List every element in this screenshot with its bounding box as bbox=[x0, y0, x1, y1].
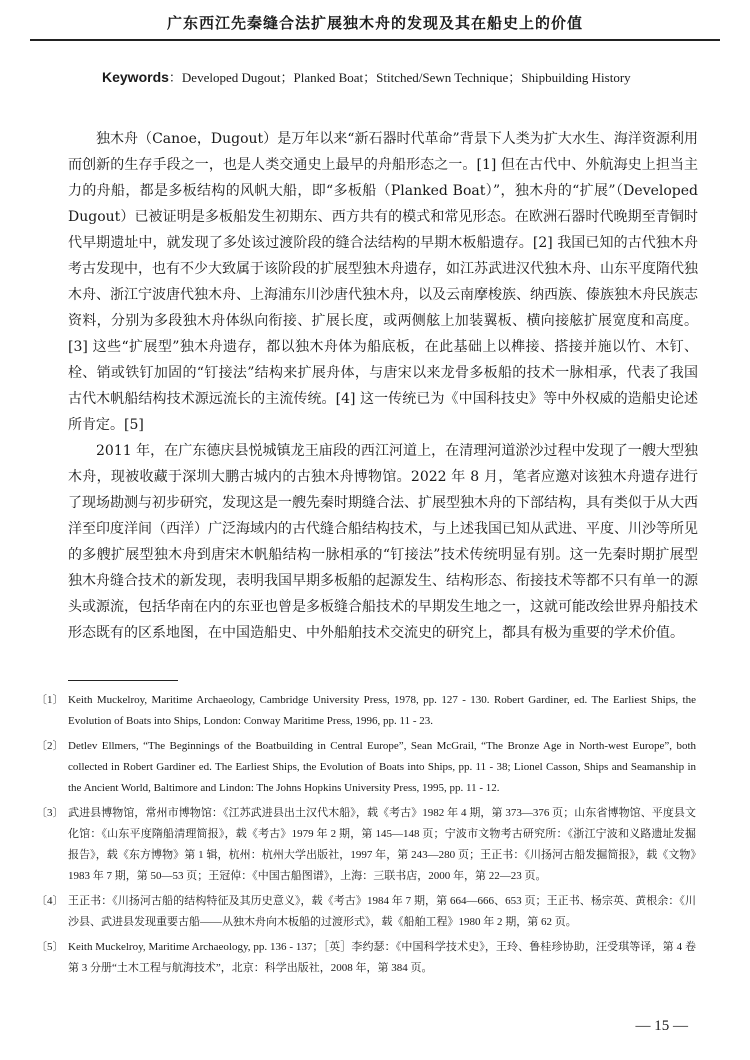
footnote-item bbox=[36, 937, 696, 979]
keywords-text: ：Developed Dugout；Planked Boat；Stitched/Sewn Technique；Shipbuilding History bbox=[168, 70, 631, 85]
keywords-label: Keywords bbox=[102, 69, 169, 85]
footnote-item bbox=[36, 803, 696, 887]
body-text bbox=[68, 126, 698, 646]
footnote-item bbox=[36, 690, 696, 732]
footnote-number: 〔2〕 bbox=[36, 740, 64, 752]
footnote-text: 王正书：《川扬河古船的结构特征及其历史意义》，载《考古》1984 年 7 期，第 664—666、653 页；王正书、杨宗英、黄根余：《川沙县、武进县发现重要古船——从独木舟向木板船的过渡形式》，载《船舶工程》1980 年 2 期，第 62 页。 bbox=[68, 895, 696, 928]
footnote-text: 武进县博物馆，常州市博物馆：《江苏武进县出土汉代木船》，载《考古》1982 年 4 期，第 373—376 页；山东省博物馆、平度县文化馆：《山东平度隋船清理简报》，载《考古》1979 年 2 期，第 145—148 页；宁波市文物考古研究所：《浙江宁波和义路遗址发掘报告》，载《东方博物》第 1 辑，杭州：杭州大学出版社，1997 年，第 243—280 页；王正书：《川扬河古船发掘简报》，载《文物》1983 年 7 期，第 50—53 页；王冠倬：《中国古船图谱》，上海：三联书店，2000 年，第 22—23 页。 bbox=[68, 807, 696, 882]
footnote-number: 〔3〕 bbox=[36, 807, 64, 819]
footnote-number: 〔5〕 bbox=[36, 941, 64, 953]
keywords-line bbox=[68, 64, 698, 91]
footnote-number: 〔1〕 bbox=[36, 694, 64, 706]
paragraph-1: 独木舟（Canoe，Dugout）是万年以来“新石器时代革命”背景下人类为扩大水生、海洋资源利用而创新的生存手段之一，也是人类交通史上最早的舟船形态之一。[1] 但在古代中、外航海史上担当主力的舟船，都是多板结构的风帆大船，即“多板船（Planked Boat）”，独木舟的“扩展”（Developed Dugout）已被证明是多板船发生初期东、西方共有的模式和常见形态。在欧洲石器时代晚期至青铜时代早期遗址中，就发现了多处该过渡阶段的缝合法结构的早期木板船遗存。[2] 我国已知的古代独木舟考古发现中，也有不少大致属于该阶段的扩展型独木舟遗存，如江苏武进汉代独木舟、山东平度隋代独木舟、浙江宁波唐代独木舟、上海浦东川沙唐代独木舟，以及云南摩梭族、纳西族、傣族独木舟民族志资料，分别为多段独木舟体纵向衔接、扩展长度，或两侧舷上加装翼板、横向接舷扩展宽度和高度。[3] 这些“扩展型”独木舟遗存，都以独木舟体为船底板，在此基础上以榫接、搭接并施以竹、木钉、栓、销或铁钉加固的“钉接法”结构来扩展舟体，与唐宋以来龙骨多板船的技术一脉相承，代表了我国古代木帆船结构技术源远流长的主流传统。[4] 这一传统已为《中国科技史》等中外权威的造船史论述所肯定。[5] bbox=[68, 131, 698, 433]
footnotes bbox=[36, 690, 696, 983]
footnote-text: Detlev Ellmers, “The Beginnings of the Boatbuilding in Central Europe”, Sean McGrail, “The Bronze Age in North-west Europe”, both collected in Robert Gardiner ed. The Earliest Ships, the Evolution of Boats into Ships, pp. 11 - 38; Lionel Casson, Ships and Seamanship in the Ancient World, Baltimore and Lindon: The Johns Hopkins University Press, 1995, pp. 11 - 12. bbox=[68, 740, 696, 794]
footnote-item bbox=[36, 891, 696, 933]
footnote-divider bbox=[68, 680, 178, 681]
footnote-text: Keith Muckelroy, Maritime Archaeology, pp. 136 - 137；［英］李约瑟：《中国科学技术史》，王玲、鲁桂珍协助，汪受琪等译，第 4 卷第 3 分册“土木工程与航海技术”，北京：科学出版社，2008 年，第 384 页。 bbox=[68, 941, 696, 974]
footnote-text: Keith Muckelroy, Maritime Archaeology, Cambridge University Press, 1978, pp. 127 - 130. Robert Gardiner, ed. The Earliest Ships, the Evolution of Boats into Ships, London: Conway Maritime Press, 1996, pp. 11 - 23. bbox=[68, 694, 696, 727]
footnote-number: 〔4〕 bbox=[36, 895, 64, 907]
footnote-item bbox=[36, 736, 696, 799]
paragraph-2: 2011 年，在广东德庆县悦城镇龙王庙段的西江河道上，在清理河道淤沙过程中发现了一艘大型独木舟，现被收藏于深圳大鹏古城内的古独木舟博物馆。2022 年 8 月，笔者应邀对该独木舟遗存进行了现场勘测与初步研究，发现这是一艘先秦时期缝合法、扩展型独木舟的下部结构，具有类似于从大西洋至印度洋间（西洋）广泛海域内的古代缝合船结构技术，与上述我国已知从武进、平度、川沙等所见的多艘扩展型独木舟到唐宋木帆船结构一脉相承的“钉接法”技术传统明显有别。这一先秦时期扩展型独木舟缝合技术的新发现，表明我国早期多板船的起源发生、结构形态、衔接技术等都不只有单一的源头或源流，包括华南在内的东亚也曾是多板缝合船技术的早期发生地之一，这就可能改绘世界舟船技术形态既有的区系地图，在中国造船史、中外船舶技术交流史的研究上，都具有极为重要的学术价值。 bbox=[68, 443, 698, 641]
running-header: 广东西江先秦缝合法扩展独木舟的发现及其在船史上的价值 bbox=[30, 12, 720, 41]
page-number: — 15 — bbox=[635, 1018, 688, 1034]
